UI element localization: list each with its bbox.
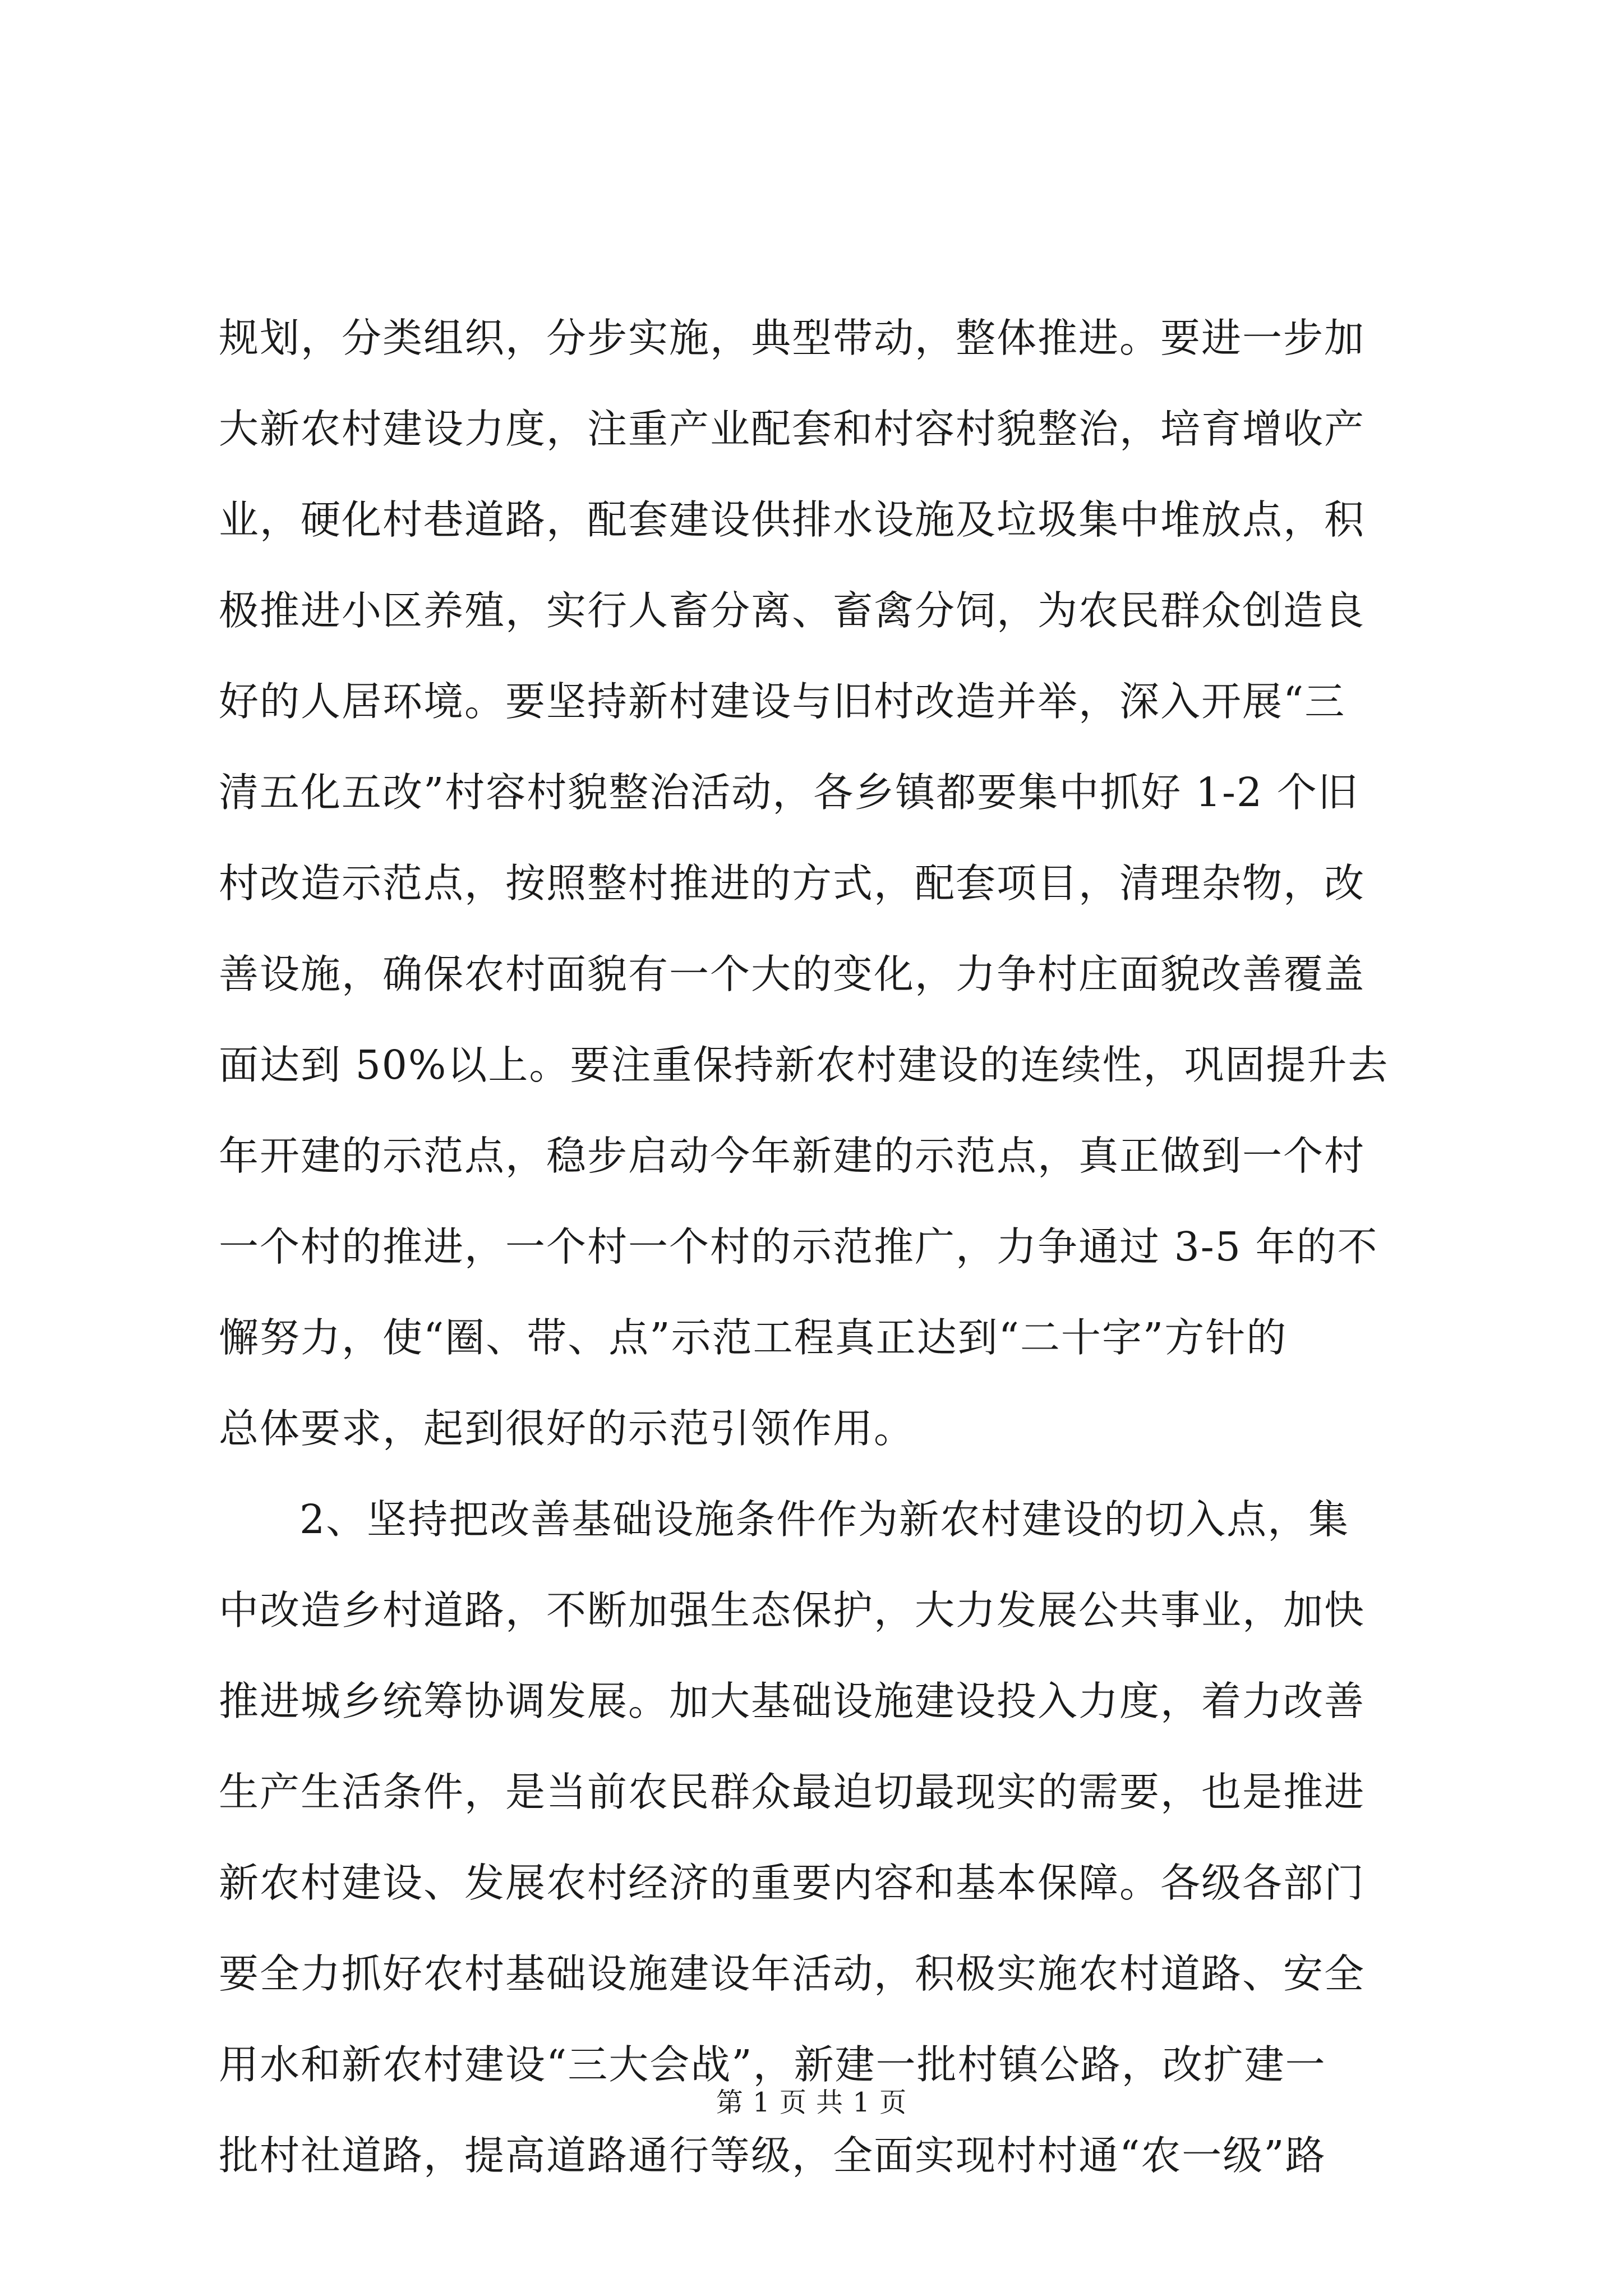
body-text-line: 总体要求，起到很好的示范引领作用。 [219,1405,915,1452]
body-text-line: 用水和新农村建设“三大会战”，新建一批村镇公路，改扩建一 [219,2041,1326,2088]
body-text-line: 极推进小区养殖，实行人畜分离、畜禽分饲，为农民群众创造良 [219,587,1366,634]
body-text-line: 大新农村建设力度，注重产业配套和村容村貌整治，培育增收产 [219,406,1366,452]
page-number-footer: 第 1 页 共 1 页 [716,2087,907,2118]
body-text-line: 年开建的示范点，稳步启动今年新建的示范点，真正做到一个村 [219,1133,1366,1179]
body-text-line: 好的人居环境。要坚持新村建设与旧村改造并举，深入开展“三 [219,678,1346,725]
body-text-line: 村改造示范点，按照整村推进的方式，配套项目，清理杂物，改 [219,860,1366,907]
paragraph-first-line: 2、坚持把改善基础设施条件作为新农村建设的切入点，集 [299,1496,1350,1543]
body-text-line: 中改造乡村道路，不断加强生态保护，大力发展公共事业，加快 [219,1587,1366,1634]
body-text-line: 生产生活条件，是当前农民群众最迫切最现实的需要，也是推进 [219,1769,1366,1815]
body-text-line: 清五化五改”村容村貌整治活动，各乡镇都要集中抓好 1-2 个旧 [219,769,1359,816]
body-text-line: 推进城乡统筹协调发展。加大基础设施建设投入力度，着力改善 [219,1678,1366,1724]
body-text-line: 业，硬化村巷道路，配套建设供排水设施及垃圾集中堆放点，积 [219,496,1366,543]
body-text-line: 懈努力，使“圈、带、点”示范工程真正达到“二十字”方针的 [219,1314,1288,1361]
body-text-line: 要全力抓好农村基础设施建设年活动，积极实施农村道路、安全 [219,1950,1366,1997]
body-text-line: 一个村的推进，一个村一个村的示范推广，力争通过 3-5 年的不 [219,1223,1378,1270]
body-text-line: 善设施，确保农村面貌有一个大的变化，力争村庄面貌改善覆盖 [219,951,1366,997]
body-text-line: 批村社道路，提高道路通行等级，全面实现村村通“农一级”路 [219,2132,1326,2179]
document-body [219,293,1419,2201]
body-text-line: 新农村建设、发展农村经济的重要内容和基本保障。各级各部门 [219,1860,1366,1906]
body-text-line: 面达到 50%以上。要注重保持新农村建设的连续性，巩固提升去 [219,1042,1389,1088]
body-text-line: 规划，分类组织，分步实施，典型带动，整体推进。要进一步加 [219,315,1366,361]
